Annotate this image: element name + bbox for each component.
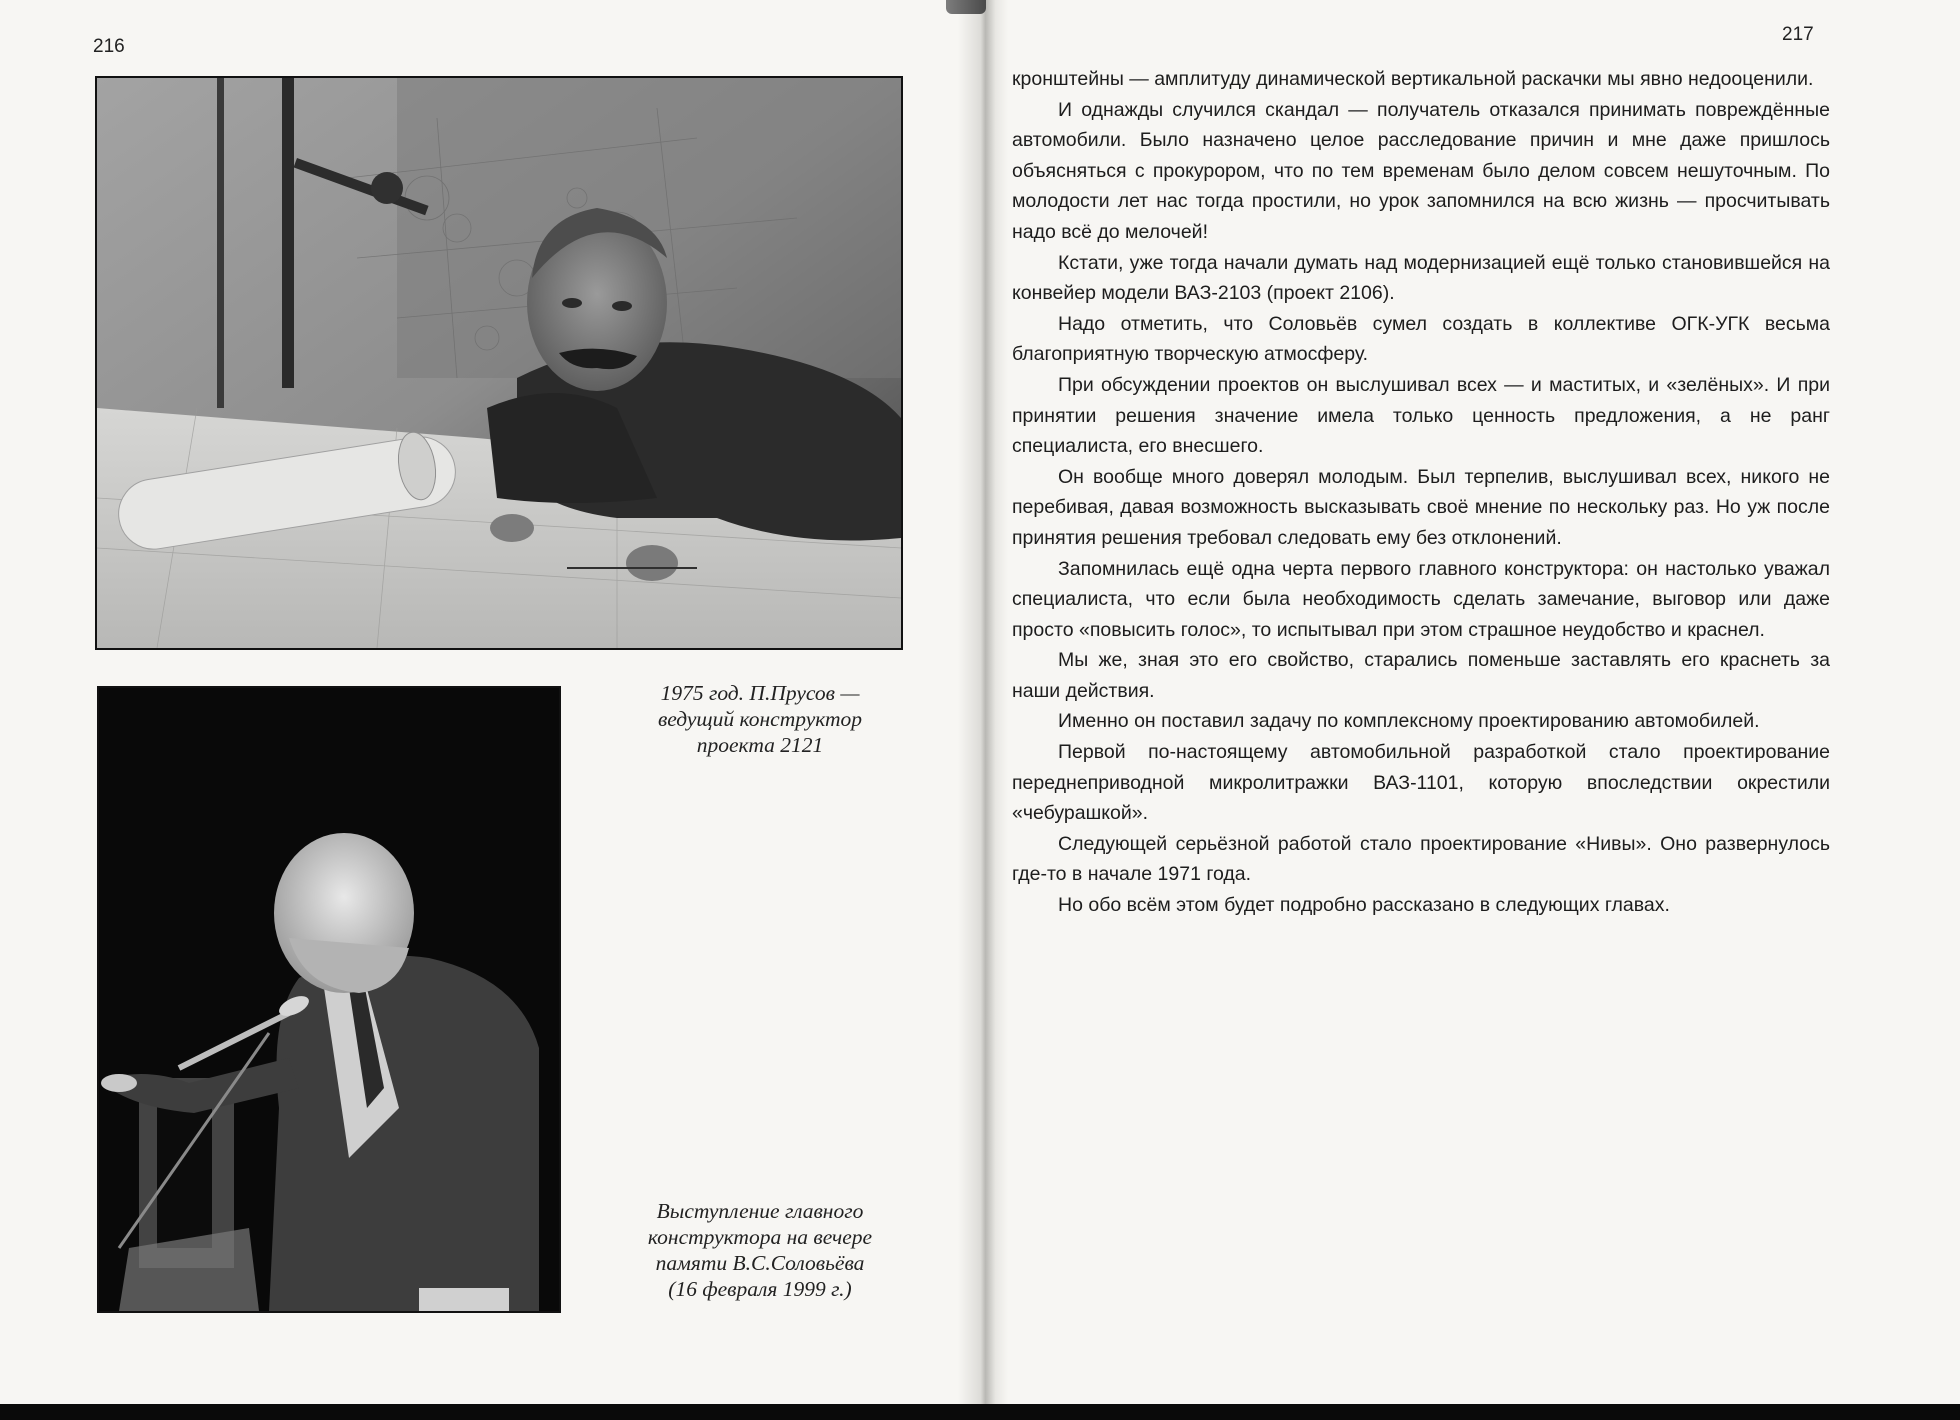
- bottom-photo: [97, 686, 561, 1313]
- speaker-at-microphone-photo-icon: [99, 688, 559, 1311]
- caption-line: 1975 год. П.Прусов —: [660, 681, 860, 705]
- paragraph: И однажды случился скандал — получатель отказался принимать повреждённые автомобили. Было назначено целое расследование причин и мне даже пришлось объясняться с прокурором, что по тем временам было делом совсем нешуточным. По молодости лет нас тогда простили, но урок запомнился на всю жизнь — просчитывать надо всё до мелочей!: [1012, 98, 1830, 243]
- paragraph: Мы же, зная это его свойство, старались поменьше заставлять его краснеть за наши действия.: [1012, 649, 1830, 702]
- caption-line: памяти В.С.Соловьёва: [655, 1251, 865, 1275]
- left-page-number: 216: [93, 36, 125, 57]
- right-page-number: 217: [1782, 24, 1814, 45]
- paragraph: кронштейны — амплитуду динамической вертикальной раскачки мы явно недооценили.: [1012, 68, 1814, 90]
- paragraph: Он вообще много доверял молодым. Был терпелив, выслушивал всех, никого не перебивая, давая возможность высказывать своё мнение по нескольку раз. Но уж после принятия решения требовал следовать ему без отклонений.: [1012, 465, 1830, 549]
- top-photo: [95, 76, 903, 650]
- caption-line: (16 февраля 1999 г.): [668, 1277, 852, 1301]
- caption-line: конструктора на вечере: [647, 1225, 873, 1249]
- drafting-board-portrait-photo-icon: [97, 78, 901, 648]
- paragraph: Надо отметить, что Соловьёв сумел создать в коллективе ОГК-УГК весьма благоприятную творческую атмосферу.: [1012, 312, 1830, 366]
- paragraph: Запомнилась ещё одна черта первого главного конструктора: он настолько уважал специалиста, что если была необходимость сделать замечание, выговор или даже просто «повысить голос», то испытывал при этом страшное неудобство и краснел.: [1012, 557, 1830, 641]
- caption-line: Выступление главного: [656, 1199, 864, 1223]
- paragraph: При обсуждении проектов он выслушивал всех — и маститых, и «зелёных». И при принятии решения значение имела только ценность предложения, а не ранг специалиста, его внесшего.: [1012, 373, 1830, 458]
- body-text: [1012, 64, 1830, 921]
- paragraph: Следующей серьёзной работой стало проектирование «Нивы». Оно развернулось где-то в начале 1971 года.: [1012, 832, 1830, 886]
- book-gutter: [958, 0, 1008, 1404]
- bottom-photo-caption: [590, 1198, 930, 1302]
- top-photo-caption: [600, 680, 920, 758]
- paragraph: Кстати, уже тогда начали думать над модернизацией ещё только становившейся на конвейер модели ВАЗ-2103 (проект 2106).: [1012, 251, 1830, 305]
- caption-line: ведущий конструктор: [657, 707, 863, 731]
- caption-line: проекта 2121: [696, 733, 824, 757]
- bookmark-tab: [946, 0, 986, 14]
- paragraph: Но обо всём этом будет подробно рассказано в следующих главах.: [1058, 894, 1670, 917]
- paragraph: Именно он поставил задачу по комплексному проектированию автомобилей.: [1058, 710, 1760, 733]
- paragraph: Первой по-настоящему автомобильной разработкой стало проектирование переднеприводной микролитражки ВАЗ-1101, которую впоследствии окрестили «чебурашкой».: [1012, 741, 1830, 825]
- scan-bottom-edge: [0, 1404, 1960, 1420]
